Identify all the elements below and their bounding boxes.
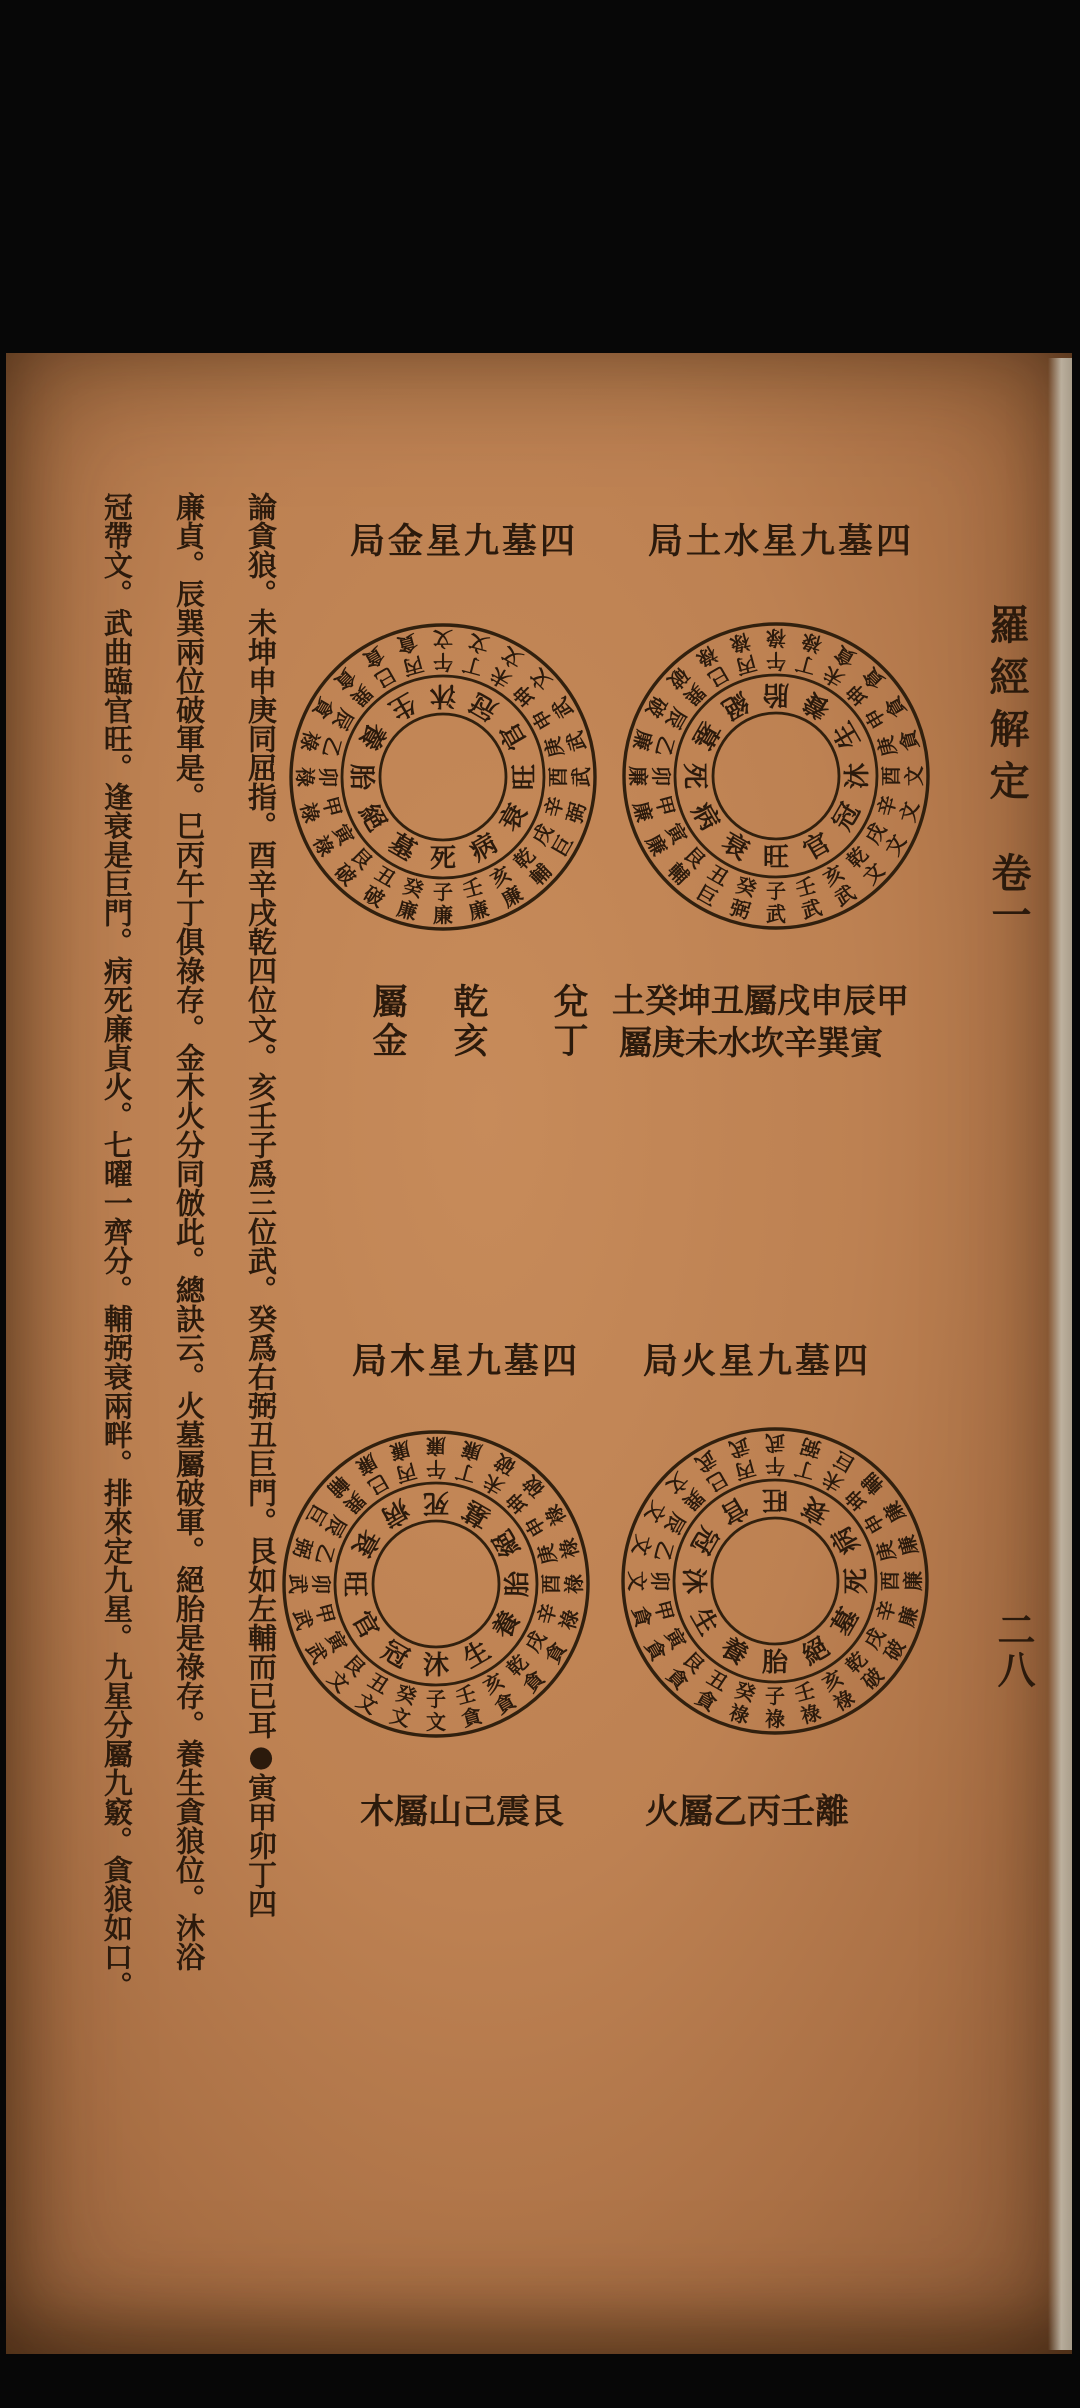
- ring-character: 文: [426, 1710, 446, 1734]
- page-edge-highlight: [1048, 358, 1072, 2350]
- ring-character: 戌: [527, 819, 558, 850]
- caption-metal-pair: 乾亥: [448, 983, 489, 1061]
- ring-character: 亥: [818, 860, 849, 891]
- ring-character: 乾: [508, 842, 540, 874]
- ring-character: 武: [798, 895, 825, 924]
- ring-character: 酉: [539, 1574, 563, 1594]
- ring-character: 卯: [648, 1571, 672, 1591]
- ring-character: 弼: [562, 799, 591, 826]
- ring-character: 癸: [400, 873, 427, 903]
- ring-character: 貪: [490, 1688, 520, 1719]
- ring-character: 辛: [539, 793, 569, 820]
- ring-character: 破: [518, 1470, 550, 1502]
- title-wood-bureau: 局木星九墓四: [352, 1341, 581, 1382]
- ring-character: 丙: [393, 1458, 420, 1488]
- ring-character: 胎: [503, 1570, 533, 1598]
- ring-character: 官: [715, 1490, 753, 1530]
- ring-character: 貪: [359, 642, 389, 673]
- ring-character: 輔: [322, 1470, 354, 1502]
- ring-character: 甲: [317, 793, 347, 820]
- ring-character: 輔: [857, 1467, 889, 1499]
- luopan-rings-wood: [271, 1419, 601, 1749]
- ring-character: 巽: [678, 1484, 710, 1516]
- diagram-water: [611, 611, 941, 941]
- ring-character: 貪: [540, 1638, 571, 1668]
- ring-circle: [373, 1521, 499, 1647]
- ring-character: 養: [487, 1606, 527, 1644]
- ring-character: 巳: [370, 662, 401, 693]
- ring-character: 廉: [458, 1436, 485, 1465]
- ring-character: 沐: [429, 680, 457, 710]
- ring-character: 沐: [843, 762, 873, 790]
- ring-character: 未: [485, 662, 516, 693]
- ring-character: 廉: [628, 727, 657, 754]
- ring-character: 弼: [288, 1535, 317, 1562]
- ring-character: 甲: [310, 1600, 340, 1627]
- ring-character: 廉: [394, 896, 421, 925]
- ring-character: 廉: [628, 798, 657, 825]
- ring-character: 病: [685, 798, 725, 836]
- ring-character: 武: [830, 880, 860, 911]
- ring-character: 生: [684, 1603, 724, 1641]
- ring-character: 弼: [797, 1433, 824, 1462]
- ring-character: 坤: [840, 1484, 872, 1516]
- ring-character: 辛: [871, 1597, 901, 1624]
- ring-character: 艮: [346, 842, 378, 874]
- ring-character: 武: [301, 1638, 332, 1668]
- ring-character: 養: [715, 1632, 753, 1672]
- ring-character: 寅: [328, 819, 359, 850]
- ring-character: 文: [433, 627, 453, 651]
- ring-character: 午: [765, 1454, 785, 1478]
- ring-character: 未: [818, 661, 849, 692]
- ring-character: 廉: [641, 830, 672, 860]
- ring-character: 文: [640, 1497, 671, 1527]
- ring-character: 破: [662, 662, 694, 694]
- ring-character: 寅: [661, 818, 692, 849]
- ring-character: 死: [422, 1487, 450, 1517]
- ring-character: 絕: [487, 1524, 527, 1562]
- ring-character: 午: [766, 649, 786, 673]
- ring-character: 墓: [458, 1493, 496, 1533]
- ring-character: 貪: [518, 1666, 550, 1698]
- volume-label: 卷一: [985, 852, 1032, 936]
- ring-character: 文: [661, 1467, 693, 1499]
- ring-character: 未: [478, 1469, 509, 1500]
- ring-character: 甲: [649, 1597, 679, 1624]
- ring-character: 酉: [878, 1571, 902, 1591]
- ring-character: 沐: [678, 1567, 708, 1595]
- ring-character: 丙: [400, 651, 427, 681]
- ring-character: 文: [387, 1703, 414, 1732]
- ring-character: 破: [879, 1635, 910, 1665]
- ring-character: 文: [625, 1571, 649, 1591]
- ring-character: 子: [426, 1687, 446, 1711]
- ring-character: 祿: [727, 628, 754, 657]
- ring-character: 丑: [702, 1665, 733, 1696]
- ring-character: 丙: [733, 650, 760, 680]
- ring-character: 甲: [650, 792, 680, 819]
- ring-character: 庚: [532, 1541, 562, 1568]
- ring-character: 祿: [540, 1500, 571, 1530]
- ring-character: 破: [329, 859, 361, 891]
- ring-character: 旺: [762, 843, 790, 873]
- caption-fire: 火屬乙丙壬離: [645, 1792, 849, 1832]
- ring-character: 廉: [352, 1449, 382, 1480]
- ring-character: 冠: [684, 1521, 724, 1559]
- ring-character: 祿: [293, 767, 317, 787]
- ring-character: 武: [547, 693, 578, 723]
- ring-character: 申: [527, 704, 558, 735]
- ring-character: 旺: [510, 763, 540, 791]
- ring-character: 亥: [478, 1668, 509, 1699]
- ring-character: 巽: [679, 679, 711, 711]
- ring-circle: [712, 1518, 838, 1644]
- ring-character: 巽: [346, 680, 378, 712]
- ring-character: 文: [895, 798, 924, 825]
- ring-character: 廉: [497, 881, 527, 912]
- ring-character: 亥: [485, 861, 516, 892]
- luopan-rings-water: [611, 611, 941, 941]
- caption-water-line: 土癸坤丑屬戌申辰甲: [612, 981, 909, 1020]
- ring-character: 坤: [841, 679, 873, 711]
- ring-character: 輔: [662, 858, 694, 890]
- ring-character: 壬: [791, 1677, 818, 1707]
- ring-character: 祿: [295, 728, 324, 755]
- ring-character: 丁: [452, 1458, 479, 1488]
- ring-character: 絕: [797, 1632, 835, 1672]
- ring-character: 坤: [508, 680, 540, 712]
- ring-character: 申: [520, 1511, 551, 1542]
- caption-water-line: 屬庚未水坎辛巽寅: [619, 1023, 883, 1063]
- diagram-fire: [610, 1416, 940, 1746]
- ring-character: 廉: [879, 1497, 910, 1527]
- ring-character: 戌: [859, 1623, 890, 1654]
- title-fire-bureau: 局火星九墓四: [643, 1341, 872, 1382]
- ring-character: 墓: [383, 828, 421, 868]
- ring-character: 貪: [458, 1703, 485, 1732]
- ring-character: 武: [766, 902, 786, 926]
- caption-water: [612, 980, 908, 1064]
- ring-character: 貪: [640, 1635, 671, 1665]
- ring-character: 廉: [901, 1571, 925, 1591]
- ring-character: 庚: [871, 1538, 901, 1565]
- ring-character: 巳: [702, 1466, 733, 1497]
- ring-character: 文: [497, 642, 527, 673]
- ring-character: 辰: [321, 1511, 352, 1542]
- ring-character: 廉: [894, 1603, 923, 1630]
- ring-character: 貪: [308, 693, 339, 723]
- ring-character: 墓: [685, 716, 725, 754]
- ring-character: 病: [376, 1493, 414, 1533]
- ring-character: 養: [352, 717, 392, 755]
- ring-character: 未: [817, 1466, 848, 1497]
- ring-character: 卯: [649, 766, 673, 786]
- ring-character: 墓: [826, 1603, 866, 1641]
- ring-character: 文: [858, 858, 890, 890]
- ring-character: 生: [383, 686, 421, 726]
- ring-character: 官: [345, 1606, 385, 1644]
- ring-character: 生: [827, 716, 867, 754]
- ring-character: 丙: [732, 1455, 759, 1485]
- ring-character: 祿: [308, 831, 339, 861]
- ring-character: 祿: [829, 1685, 859, 1716]
- ring-character: 廉: [626, 766, 650, 786]
- ring-character: 弼: [727, 895, 754, 924]
- ring-character: 生: [458, 1635, 496, 1675]
- ring-character: 祿: [295, 799, 324, 826]
- ring-character: 衰: [345, 1524, 385, 1562]
- ring-character: 文: [352, 1688, 382, 1719]
- ring-character: 癸: [393, 1680, 420, 1710]
- ring-character: 貪: [329, 663, 361, 695]
- ring-character: 巨: [547, 831, 578, 861]
- ring-character: 冠: [465, 686, 503, 726]
- diagram-wood: [271, 1419, 601, 1749]
- ring-character: 子: [766, 879, 786, 903]
- ring-character: 絕: [352, 799, 392, 837]
- ring-character: 廉: [387, 1436, 414, 1465]
- ring-character: 子: [765, 1684, 785, 1708]
- ring-character: 辛: [872, 792, 902, 819]
- ring-character: 祿: [692, 641, 722, 672]
- ring-character: 午: [433, 650, 453, 674]
- ring-character: 辛: [532, 1600, 562, 1627]
- ring-character: 辰: [328, 704, 359, 735]
- ring-character: 武: [288, 1606, 317, 1633]
- ring-character: 貪: [691, 1685, 721, 1716]
- ring-character: 文: [525, 663, 557, 695]
- ring-character: 申: [860, 703, 891, 734]
- ring-character: 寅: [660, 1623, 691, 1654]
- ring-character: 寅: [321, 1626, 352, 1657]
- ring-character: 祿: [555, 1535, 584, 1562]
- ring-character: 丁: [791, 1455, 818, 1485]
- ring-character: 癸: [733, 872, 760, 902]
- ring-character: 壬: [459, 873, 486, 903]
- ring-character: 坤: [501, 1487, 533, 1519]
- ring-character: 艮: [678, 1646, 710, 1678]
- text-column-2: 廉貞。辰巽兩位破軍是。巳丙午丁俱祿存。金木火分同倣此。總訣云。火墓屬破軍。絕胎是祿存。養生貪狼位。沐浴: [171, 492, 206, 1971]
- ring-character: 辰: [660, 1508, 691, 1539]
- ring-circle: [713, 713, 839, 839]
- book-title: 羅經解定: [983, 604, 1030, 812]
- ring-character: 死: [429, 844, 457, 874]
- ring-character: 沐: [422, 1651, 450, 1681]
- ring-character: 病: [465, 828, 503, 868]
- ring-character: 丁: [459, 651, 486, 681]
- ring-character: 胎: [346, 763, 376, 791]
- ring-character: 貪: [627, 1603, 656, 1630]
- ring-character: 官: [798, 827, 836, 867]
- ring-character: 乾: [501, 1649, 533, 1681]
- ring-character: 巨: [829, 1446, 859, 1477]
- ring-character: 輔: [525, 859, 557, 891]
- ring-character: 武: [726, 1433, 753, 1462]
- ring-character: 庚: [539, 734, 569, 761]
- title-metal-bureau: 局金星九墓四: [350, 521, 579, 562]
- caption-wood: 木屬山己震艮: [360, 1792, 564, 1832]
- ring-character: 乙: [650, 733, 680, 760]
- ring-character: 丁: [792, 650, 819, 680]
- ring-character: 卯: [316, 767, 340, 787]
- ring-character: 文: [627, 1532, 656, 1559]
- ring-character: 衰: [494, 799, 534, 837]
- ring-character: 乾: [841, 841, 873, 873]
- ring-character: 貪: [895, 727, 924, 754]
- ring-character: 廉: [894, 1532, 923, 1559]
- ring-character: 冠: [376, 1635, 414, 1675]
- ring-character: 旺: [339, 1570, 369, 1598]
- ring-character: 巳: [363, 1469, 394, 1500]
- ring-character: 巨: [301, 1500, 332, 1530]
- diagram-metal: [278, 612, 608, 942]
- ring-character: 貪: [830, 641, 860, 672]
- ring-character: 戌: [860, 818, 891, 849]
- ring-character: 武: [765, 1431, 785, 1455]
- text-column-1: 論貪狼。未坤申庚同屈指。酉辛戌乾四位文。亥壬子爲三位武。癸爲右弼丑巨門。艮如左輔而已耳●寅甲卯丁四: [244, 492, 278, 1918]
- ring-character: 卯: [309, 1574, 333, 1594]
- ring-character: 巳: [703, 661, 734, 692]
- ring-character: 艮: [339, 1649, 371, 1681]
- ring-character: 癸: [732, 1677, 759, 1707]
- ring-character: 祿: [555, 1606, 584, 1633]
- ring-character: 酉: [546, 767, 570, 787]
- ring-character: 乙: [649, 1538, 679, 1565]
- ring-character: 午: [426, 1457, 446, 1481]
- ring-character: 辰: [661, 703, 692, 734]
- ring-character: 乙: [317, 734, 347, 761]
- ring-character: 丑: [370, 861, 401, 892]
- ring-character: 破: [857, 1663, 889, 1695]
- ring-character: 養: [798, 685, 836, 725]
- ring-character: 死: [842, 1567, 872, 1595]
- ring-circle: [380, 714, 506, 840]
- ring-character: 文: [322, 1666, 354, 1698]
- ring-character: 祿: [766, 626, 786, 650]
- ring-character: 武: [562, 728, 591, 755]
- ring-character: 戌: [520, 1626, 551, 1657]
- caption-metal-pair: 兌丁: [548, 983, 589, 1061]
- ring-character: 破: [490, 1449, 520, 1480]
- ring-character: 亥: [817, 1665, 848, 1696]
- ring-character: 文: [465, 629, 492, 658]
- ring-character: 庚: [872, 733, 902, 760]
- luopan-rings-metal: [278, 612, 608, 942]
- ring-character: 武: [286, 1574, 310, 1594]
- ring-character: 破: [359, 881, 389, 912]
- ring-character: 官: [494, 717, 534, 755]
- ring-character: 申: [859, 1508, 890, 1539]
- ring-character: 廉: [465, 896, 492, 925]
- text-column-3: 冠帶文。武曲臨官旺。逢衰是巨門。病死廉貞火。七曜一齊分。輔弼衰兩畔。排來定九星。九星分屬九竅。貪狼如口。: [99, 492, 134, 2000]
- ring-character: 貪: [661, 1663, 693, 1695]
- ring-character: 丑: [363, 1668, 394, 1699]
- ring-character: 死: [679, 762, 709, 790]
- caption-metal-pair: 屬金: [367, 983, 408, 1061]
- ring-character: 祿: [798, 628, 825, 657]
- ring-character: 文: [902, 766, 926, 786]
- ring-character: 文: [880, 830, 911, 860]
- ring-character: 乾: [840, 1646, 872, 1678]
- ring-character: 胎: [761, 1648, 789, 1678]
- page-number: 二八: [991, 1610, 1036, 1690]
- ring-character: 祿: [562, 1574, 586, 1594]
- ring-character: 病: [826, 1521, 866, 1559]
- ring-character: 丑: [703, 860, 734, 891]
- ring-character: 破: [641, 692, 672, 722]
- ring-character: 祿: [797, 1700, 824, 1729]
- ring-character: 壬: [792, 872, 819, 902]
- ring-character: 貪: [858, 662, 890, 694]
- ring-character: 巽: [339, 1487, 371, 1519]
- caption-metal: [362, 983, 593, 1061]
- ring-character: 艮: [679, 841, 711, 873]
- ring-character: 壬: [452, 1680, 479, 1710]
- ring-character: 貪: [394, 629, 421, 658]
- body-text-columns: [56, 492, 282, 2037]
- ring-character: 武: [691, 1446, 721, 1477]
- ring-character: 廉: [433, 903, 453, 927]
- ring-character: 衰: [716, 827, 754, 867]
- ring-character: 武: [569, 767, 593, 787]
- ring-character: 胎: [762, 679, 790, 709]
- ring-character: 子: [433, 880, 453, 904]
- luopan-rings-fire: [610, 1416, 940, 1746]
- ring-character: 廉: [426, 1434, 446, 1458]
- ring-character: 乙: [310, 1541, 340, 1568]
- ring-character: 貪: [880, 692, 911, 722]
- title-water-earth-bureau: 局土水星九墓四: [648, 521, 915, 562]
- ring-character: 巨: [692, 880, 722, 911]
- ring-character: 絕: [716, 685, 754, 725]
- ring-character: 酉: [879, 766, 903, 786]
- ring-character: 祿: [726, 1700, 753, 1729]
- ring-character: 旺: [761, 1484, 789, 1514]
- ring-character: 祿: [765, 1707, 785, 1731]
- ring-character: 冠: [827, 798, 867, 836]
- ring-character: 衰: [797, 1490, 835, 1530]
